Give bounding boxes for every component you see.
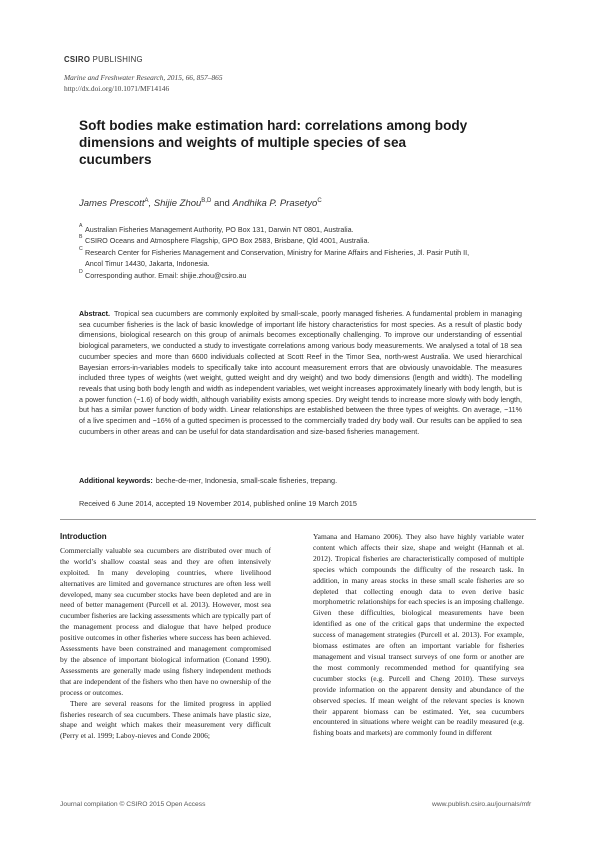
abstract (79, 309, 522, 437)
publisher-logo: CSIRO PUBLISHING (64, 55, 143, 64)
paragraph: Yamana and Hamano 2006). They also have highly variable water content which affects their size, shape and weight (Hannah et al. 2012). Tropical fisheries are characteristically composed of multiple species which compounds the difficulty of the research task. In addition, in many areas stocks in these small scale fisheries are so depleted that collecting enough data to even derive basic morphometric relationships for each species is an imposing challenge. Given these difficulties, biological measurements have been identified as one of the critical gaps that undermine the expected success of management strategies (Purcell et al. 2013). For example, biomass estimates are often an important variable for fisheries management and visual transect surveys of one form or another are the most commonly recommended method for quantifying sea cucumber stocks (e.g. Purcell and Cheng 2010). These surveys provide information on the apparent density and abundance of the observed species. If mean weight of the relevant species is known their apparent biomass can be estimated. Yet, sea cucumbers encountered in situations where weight can be readily measured (e.g. fishing boats and markets) are commonly found in different (313, 532, 524, 738)
received-dates: Received 6 June 2014, accepted 19 November 2014, published online 19 March 2015 (79, 499, 357, 508)
affiliations (79, 224, 479, 281)
keywords: Additional keywords: beche-de-mer, Indonesia, small-scale fisheries, trepang. (79, 476, 338, 485)
footer-url[interactable]: www.publish.csiro.au/journals/mfr (432, 801, 532, 808)
paragraph: Commercially valuable sea cucumbers are distributed over much of the world’s shallow coastal seas and they are often intensively exploited. In many developing countries, where livelihood alternatives are limited and governance structures are often less well developed, many sea cucumber stocks have been depleted and are in need of better management (Purcell et al. 2013). However, most sea cucumber fisheries are lacking assessments which are typically part of the management process and dialogue that have helped produce positive outcomes in other fisheries where success has been achieved. Assessments have been constrained and management compromised by the absence of important biological information (Conand 1990). Assessments are generally made using fishery independent methods that are independent of the fishers who then have no ownership of the process or outcomes. (60, 545, 271, 697)
journal-info (64, 72, 223, 94)
footer-copyright: Journal compilation © CSIRO 2015 Open Access (60, 801, 206, 808)
abstract-label: Abstract. (79, 310, 110, 318)
column-right (313, 532, 524, 739)
column-left (60, 532, 271, 742)
affiliation-item: A Australian Fisheries Management Authority, PO Box 131, Darwin NT 0801, Australia. (79, 223, 354, 234)
author-list: James Prescott$^A$, Shijie Zhou$^{B,D}$ and Andhika P. Prasetyo$^C$ (79, 198, 322, 210)
paragraph: There are several reasons for the limited progress in applied fisheries research of sea cucumbers. These animals have plastic size, shape and weight which makes their measurement very difficult (Perry et al. 1999; Laboy-nieves and Conde 2006; (60, 698, 271, 741)
abstract-text: Tropical sea cucumbers are commonly exploited by small-scale, poorly managed fisheries. A fundamental problem in managing sea cucumber fisheries is the lack of basic knowledge of important life history characteristics for most species. As a result of plastic body dimensions, biological research on this group of animals becomes exceptionally challenging. To improve our understanding of essential biological parameters, we conducted a study to investigate correlations among various body measurements. We analysed a total of 18 sea cucumber species and more than 6600 individuals collected at Scott Reef in the Timor Sea, north-west Australia. We used hierarchical Bayesian errors-in-variables models to specifically take into account measurement errors that are obviously unavoidable. The measures included three types of weights (wet weight, gutted weight and dry weight) and two body dimensions (length and width). The modelling reveals that using both body length and width as independent variables, wet weight increases approximately linearly with body length, but is a power function (~1.6) of body width, although variability exists among species. Dry weight tends to increase more slowly with body length, but has a similar power function of body width. Linear relationships are established between the three types of weights. On average, ~11% of a live specimen and ~16% of a gutted specimen is processed to the commercially traded dry body wall. Our results can be applied to sea cucumbers in other areas and can be useful for data standardisation and size-based fisheries management. (79, 310, 522, 436)
affiliation-item: C Research Center for Fisheries Management and Conservation, Ministry for Marine Affairs and Fisheries, Jl. Pasir Putih II, Ancol Timur 14430, Jakarta, Indonesia. (79, 245, 470, 269)
corresponding-author: D Corresponding author. Email: shijie.zhou@csiro.au (79, 268, 247, 280)
journal-citation: Marine and Freshwater Research, 2015, 66, 857–865 (64, 73, 223, 82)
paper-title: Soft bodies make estimation hard: correlations among body dimensions and weights of multiple species of sea cucumbers (79, 118, 468, 168)
section-heading: Introduction (60, 532, 107, 541)
divider (60, 519, 536, 520)
affiliation-item: B CSIRO Oceans and Atmosphere Flagship, GPO Box 2583, Brisbane, Qld 4001, Australia. (79, 234, 370, 246)
doi-link[interactable]: http://dx.doi.org/10.1071/MF14146 (64, 84, 170, 93)
